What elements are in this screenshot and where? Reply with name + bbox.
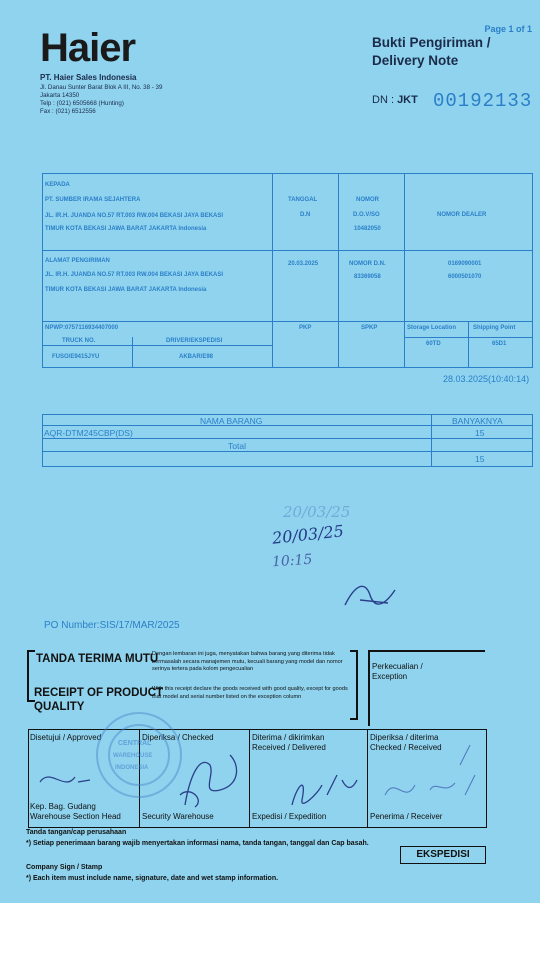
bracket-right	[356, 650, 358, 720]
col-divider	[431, 414, 432, 466]
warehouse-head-line: Kep. Bag. Gudang	[30, 802, 96, 811]
address-line: Telp : (021) 6505668 (Hunting)	[40, 100, 124, 107]
item-name: AQR-DTM245CBP(DS)	[44, 428, 133, 438]
po-number: PO Number:SIS/17/MAR/2025	[44, 620, 180, 631]
handwritten-date-faint: 20/03/25	[283, 503, 351, 521]
row-divider	[42, 321, 533, 322]
expedition-signature	[282, 765, 372, 815]
receiver-signature	[375, 735, 485, 815]
bracket-left-top	[27, 650, 35, 652]
delivered-label	[252, 733, 326, 753]
tanggal-label: TANGGAL	[288, 197, 318, 203]
shipping-label: Shipping Point	[473, 325, 516, 331]
bracket-right-bottom	[350, 718, 358, 720]
receipt-title-en-2: QUALITY	[34, 701, 85, 713]
col-banyaknya: BANYAKNYA	[452, 416, 503, 426]
col-divider	[132, 337, 133, 367]
row-divider	[42, 451, 533, 452]
checked-label: Diperiksa / Checked	[142, 733, 214, 742]
ship-address-2: TIMUR KOTA BEKASI JAWA BARAT JAKARTA Indonesia	[45, 287, 207, 293]
row-divider	[42, 438, 533, 439]
copy-label-ekspedisi: EKSPEDISI	[400, 846, 486, 864]
spkp-label: SPKP	[361, 325, 378, 331]
handwritten-time: 10:15	[271, 551, 313, 571]
nomor-sub: D.O.V/SO	[353, 212, 380, 218]
exception-label: Perkecualian / Exception	[372, 662, 423, 681]
dn-number: 00192133	[433, 90, 533, 112]
dealer-label: NOMOR DEALER	[437, 212, 487, 218]
truck-label: TRUCK NO.	[62, 338, 96, 344]
row-divider	[42, 250, 533, 251]
total-qty: 15	[475, 454, 485, 464]
driver-label: DRIVER/EKSPEDISI	[166, 338, 223, 344]
nomor-value: 10482050	[354, 226, 381, 232]
item-qty: 15	[475, 428, 485, 438]
title-line: Bukti Pengiriman /	[372, 35, 491, 50]
dn-label	[372, 94, 418, 106]
dn-label-text: DN :	[372, 94, 394, 106]
delivered-line: Diterima / dikirimkan	[252, 733, 325, 742]
pkp-label: PKP	[299, 325, 312, 331]
received-line: Checked / Received	[370, 743, 442, 752]
col-divider	[338, 173, 339, 367]
bracket-left	[27, 650, 29, 702]
receipt-text-en: With this receipt declare the goods received with good quality, except for goods that model and serial number listed on the exception column	[152, 686, 348, 700]
col-divider	[272, 173, 273, 367]
stamp-text: INDONESIA	[115, 765, 149, 771]
stamp-text: WAREHOUSE	[113, 753, 153, 759]
receipt-title-id: TANDA TERIMA MUTU	[36, 653, 159, 665]
footer-sign-id: Tanda tangan/cap perusahaan	[26, 829, 127, 836]
receiver-label: Penerima / Receiver	[370, 812, 443, 821]
receipt-text-id: Dengan lembaran ini juga, menyatakan bahwa barang yang diterima tidak bermasalah secara manajemen mutu, kecuali barang yang model dan nomor serinya tertera pada kolom pengecualian	[152, 651, 343, 673]
footer-note-en: *) Each item must include name, signature, date and wet stamp information.	[26, 875, 279, 882]
footer-sign-en: Company Sign / Stamp	[26, 864, 103, 871]
delivered-line: Received / Delivered	[252, 743, 326, 752]
address-line: Fax : (021) 6512556	[40, 108, 96, 115]
shipping-value: 65D1	[492, 341, 507, 347]
date-value: 20.03.2025	[288, 261, 319, 267]
storage-value: 60TD	[426, 341, 441, 347]
npwp: NPWP:0757116934407000	[45, 325, 119, 331]
nomor-dn-label: NOMOR D.N.	[349, 261, 386, 267]
row-divider	[42, 345, 272, 346]
dealer-value-1: 0169090001	[448, 261, 482, 267]
address-line: Jakarta 14350	[40, 92, 80, 99]
storage-label: Storage Location	[407, 325, 457, 331]
exception-border	[368, 650, 370, 726]
kepada-label: KEPADA	[45, 182, 70, 188]
haier-logo: Haier	[40, 26, 136, 70]
exception-top	[368, 650, 485, 652]
ship-address-1: JL. IR.H. JUANDA NO.57 RT.003 RW.004 BEKASI JAYA BEKASI	[45, 272, 224, 278]
approved-label: Disetujui / Approved	[30, 733, 102, 742]
print-timestamp: 28.03.2025(10:40:14)	[443, 374, 530, 384]
receipt-title-en	[34, 686, 163, 714]
tanggal-sub: D.N	[300, 212, 311, 218]
warehouse-head-label	[30, 802, 121, 822]
col-divider	[468, 321, 469, 367]
dn-prefix: JKT	[397, 94, 418, 106]
address-line: Jl. Danau Sunter Barat Blok A III, No. 38 - 39	[40, 84, 163, 91]
alamat-label: ALAMAT PENGIRIMAN	[45, 258, 110, 264]
col-divider	[404, 173, 405, 367]
approver-signature	[30, 752, 130, 802]
customer-address-1: JL. IR.H. JUANDA NO.57 RT.003 RW.004 BEKASI JAYA BEKASI	[45, 213, 224, 219]
page-indicator: Page 1 of 1	[484, 24, 532, 34]
nomor-dn-value: 83369058	[354, 274, 381, 280]
col-nama-barang: NAMA BARANG	[200, 416, 263, 426]
security-label: Security Warehouse	[142, 812, 214, 821]
customer-address-2: TIMUR KOTA BEKASI JAWA BARAT JAKARTA Indonesia	[45, 226, 207, 232]
company-address	[40, 84, 162, 116]
receipt-title-en-1: RECEIPT OF PRODUCT	[34, 687, 164, 699]
total-label: Total	[228, 441, 246, 451]
driver-value: AKBAR/E98	[179, 354, 214, 360]
nomor-label: NOMOR	[356, 197, 379, 203]
checker-signature	[170, 745, 250, 815]
expedition-label: Expedisi / Expedition	[252, 812, 327, 821]
title-line: Delivery Note	[372, 53, 459, 68]
customer-name: PT. SUMBER IRAMA SEJAHTERA	[45, 197, 141, 203]
document-title	[372, 34, 491, 70]
handwritten-date: 20/03/25	[271, 521, 345, 548]
bracket-right-top	[350, 650, 358, 652]
warehouse-head-line: Warehouse Section Head	[30, 812, 121, 821]
company-name: PT. Haier Sales Indonesia	[40, 73, 137, 82]
dealer-value-2: 6000501070	[448, 274, 482, 280]
stamp-text: CENTRAL	[118, 740, 152, 747]
received-line: Diperiksa / diterima	[370, 733, 439, 742]
truck-value: FUSO/E9415JYU	[52, 354, 100, 360]
footer-note-id: *) Setiap penerimaan barang wajib menyertakan informasi nama, tanda tangan, tanggal dan Cap basah.	[26, 840, 369, 847]
scribble-signature	[340, 575, 400, 615]
